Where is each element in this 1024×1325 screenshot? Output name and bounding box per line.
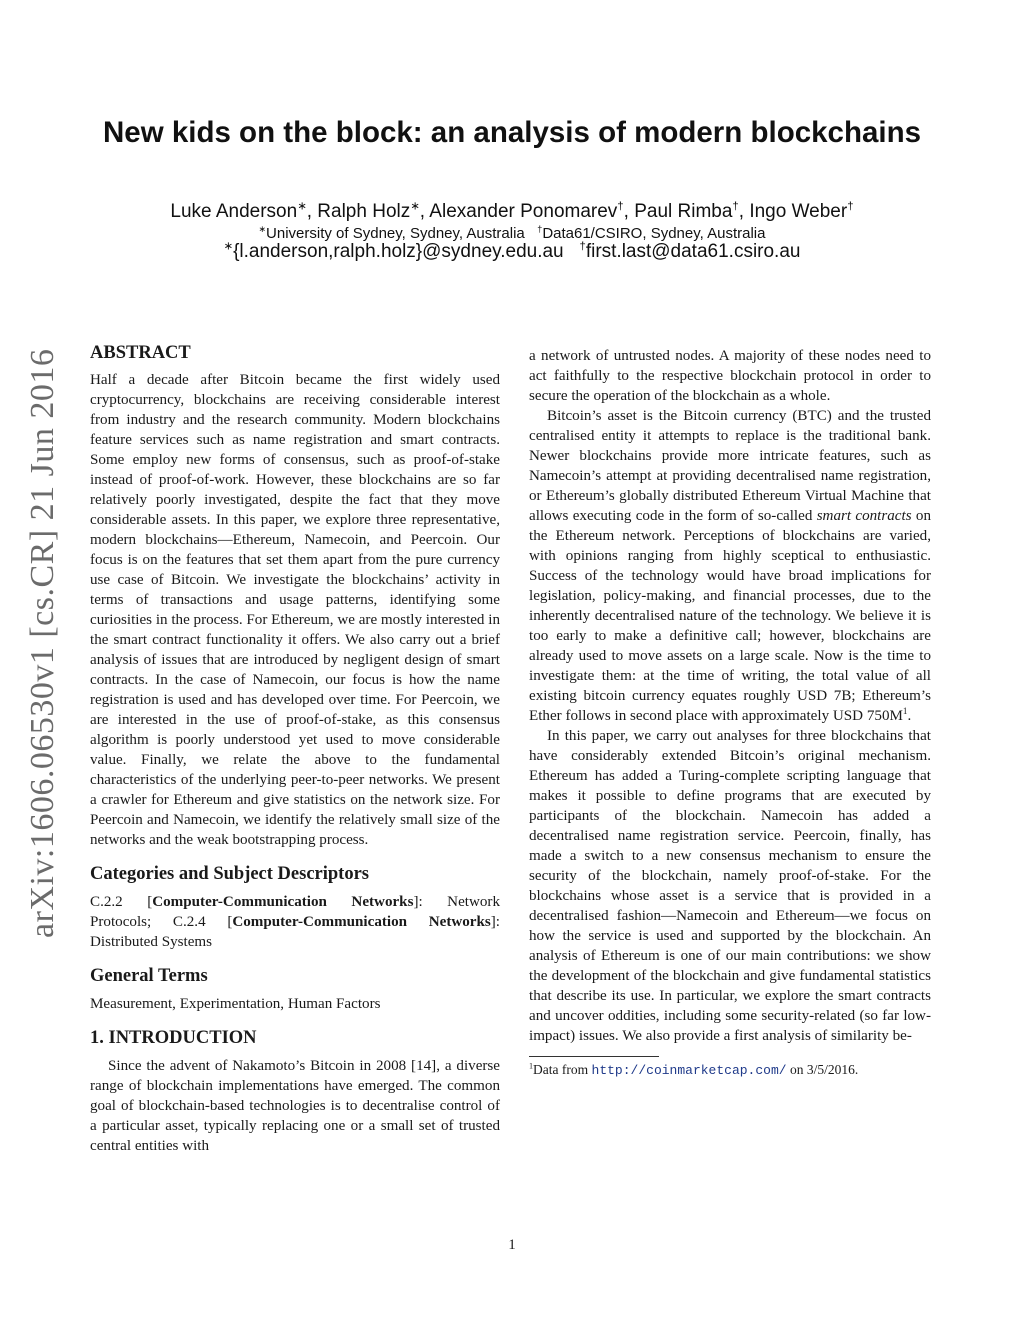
paper-title: New kids on the block: an analysis of modern blockchains [102,116,921,149]
footnote-ref[interactable]: 1 [902,705,908,716]
introduction-heading: 1. INTRODUCTION [90,1028,257,1048]
paragraph-text: . [907,708,912,724]
introduction-paragraph: a network of untrusted nodes. A majority of these nodes need to act faithfully to the respective blockchain protocol in order to secure the operation of the blockchain as a whole. [529,348,931,404]
category-subject: ]: Distributed Systems [90,914,500,950]
category-name: Computer-Communication Networks [152,894,414,910]
affiliation-mark: ∗ [258,224,267,234]
introduction-paragraph: Since the advent of Nakamoto’s Bitcoin in 2008 [14], a diverse range of blockchain implementations have emerged. The common goal of blockchain-based technologies is to decentralise control of a particular asset, typically replacing one or a small set of trusted central entities with [90,1058,500,1154]
introduction-paragraph [529,406,931,726]
author-list [0,201,1024,223]
author-separator: , [738,201,750,222]
affiliation-mark: † [579,240,586,253]
author-separator: , [419,201,430,222]
category-subject: ]: Network Protocols; C.2.4 [ [90,894,500,930]
abstract-text: Half a decade after Bitcoin became the first widely used cryptocurrency, blockchains are receiving considerable interest from industry and the research community. Modern blockchains feature services such as name registration and smart contracts. Some employ new forms of consensus, such as proof-of-stake instead of proof-of-work. However, these blockchains are so far relatively poorly investigated, despite the fact that they move considerable assets. In this paper, we explore three representative, modern blockchains—Ethereum, Namecoin, and Peercoin. Our focus is on the features that set them apart from the pure currency use case of Bitcoin. We investigate the blockchains’ activity in terms of transactions and usage patterns, identifying some curiosities in the process. For Ethereum, we are mostly interested in the smart contract functionality it offers. We also carry out a brief analysis of issues that are introduced by negligent design of smart contracts. In the case of Namecoin, our focus is how the name registration is used and has developed over time. For Peercoin, we are interested in the use of proof-of-stake, as this consensus algorithm is poorly understood yet used to move considerable value. Finally, we relate the above to the fundamental characteristics of the underlying peer-to-peer networks. We present a crawler for Ethereum and give statistics on the network size. For Peercoin and Namecoin, we identify the relatively small size of the networks and the weak bootstrapping process. [90,372,500,848]
arxiv-identifier: arXiv:1606.06530v1 [cs.CR] 21 Jun 2016 [24,348,61,938]
footnote [529,1061,931,1080]
affiliation-mark: † [537,224,543,234]
category-code: C.2.2 [ [90,894,153,910]
categories-heading: Categories and Subject Descriptors [90,864,369,884]
left-column [90,343,500,1156]
affiliation-mark: † [617,200,624,213]
categories-text [90,892,500,952]
affiliation-mark: † [847,200,854,213]
author-name: Ralph Holz [317,201,411,222]
footnote-suffix: on 3/5/2016. [786,1062,859,1077]
affiliations [0,225,1024,242]
paragraph-text: Bitcoin’s asset is the Bitcoin currency (BTC) and the trusted centralised entity it attempts to replace is the traditional bank. Newer blockchains provide more intricate features, such as Namecoin’s attempt at providing decentralised name registration, or Ethereum’s globally distributed Ethereum Virtual Machine that allows executing code in the form of so-called [529,408,931,524]
author-separator: , [623,201,635,222]
author-emails [0,241,1024,263]
affiliation-mark: † [732,200,739,213]
paragraph-text: on the Ethereum network. Perceptions of blockchains are varied, with opinions ranging from highly sceptical to enthusiastic. Success of the technology would have broad implications for legislation, policy-making, and financial processes, due to the inherently decentralised nature of the technology. We believe it is too early to make a definitive call; however, blockchains are already used to move assets on a large scale. Now is the time to investigate them: at the time of writing, the total value of all existing bitcoin currency equates roughly USD 7B; Ethereum’s Ether follows in second place with approximately USD 750M [529,508,931,724]
affiliation-1: University of Sydney, Sydney, Australia [266,225,525,242]
affiliation-mark: ∗ [297,200,307,213]
email-2: first.last@data61.csiro.au [585,241,801,262]
footnote-divider [529,1056,659,1057]
footnote-mark: 1 [529,1061,534,1071]
footnote-prefix: Data from [533,1062,592,1077]
author-name: Paul Rimba [634,201,733,222]
right-column [529,346,931,1080]
emphasis-text: smart contracts [816,508,912,524]
affiliation-mark: ∗ [410,200,420,213]
page-number: 1 [508,1237,516,1253]
affiliation-mark: ∗ [223,240,234,253]
author-name: Alexander Ponomarev [429,201,618,222]
footnote-link[interactable]: http://coinmarketcap.com/ [591,1063,787,1078]
author-name: Luke Anderson [170,201,298,222]
introduction-paragraph: In this paper, we carry out analyses for three blockchains that have considerably extended Bitcoin’s original mechanism. Ethereum has added a Turing-complete scripting language that makes it possible to define programs that are executed by participants of the blockchain. Namecoin has added a decentralised name registration service. Peercoin, finally, has made a switch to a new consensus mechanism to ensure the security of the blockchain, namely proof-of-stake. For the blockchains whose asset is a service that is provided in a decentralised fashion—Namecoin and Ethereum—we focus on how the service is used and supported by the blockchain. An analysis of Ethereum is one of our main contributions: we show the development of the blockchain and give fundamental statistics that describe its use. In particular, we explore the smart contracts and uncover oddities, including some security-related (so far low-impact) issues. We also provide a first analysis of similarity be- [529,728,931,1044]
email-1: {l.anderson,ralph.holz}@sydney.edu.au [233,241,564,262]
abstract-heading: ABSTRACT [90,343,191,363]
author-name: Ingo Weber [749,201,848,222]
general-terms-text: Measurement, Experimentation, Human Factors [90,996,381,1012]
author-separator: , [306,201,318,222]
general-terms-heading: General Terms [90,966,208,986]
category-name: Computer-Communication Networks [232,914,491,930]
affiliation-2: Data61/CSIRO, Sydney, Australia [542,225,766,242]
